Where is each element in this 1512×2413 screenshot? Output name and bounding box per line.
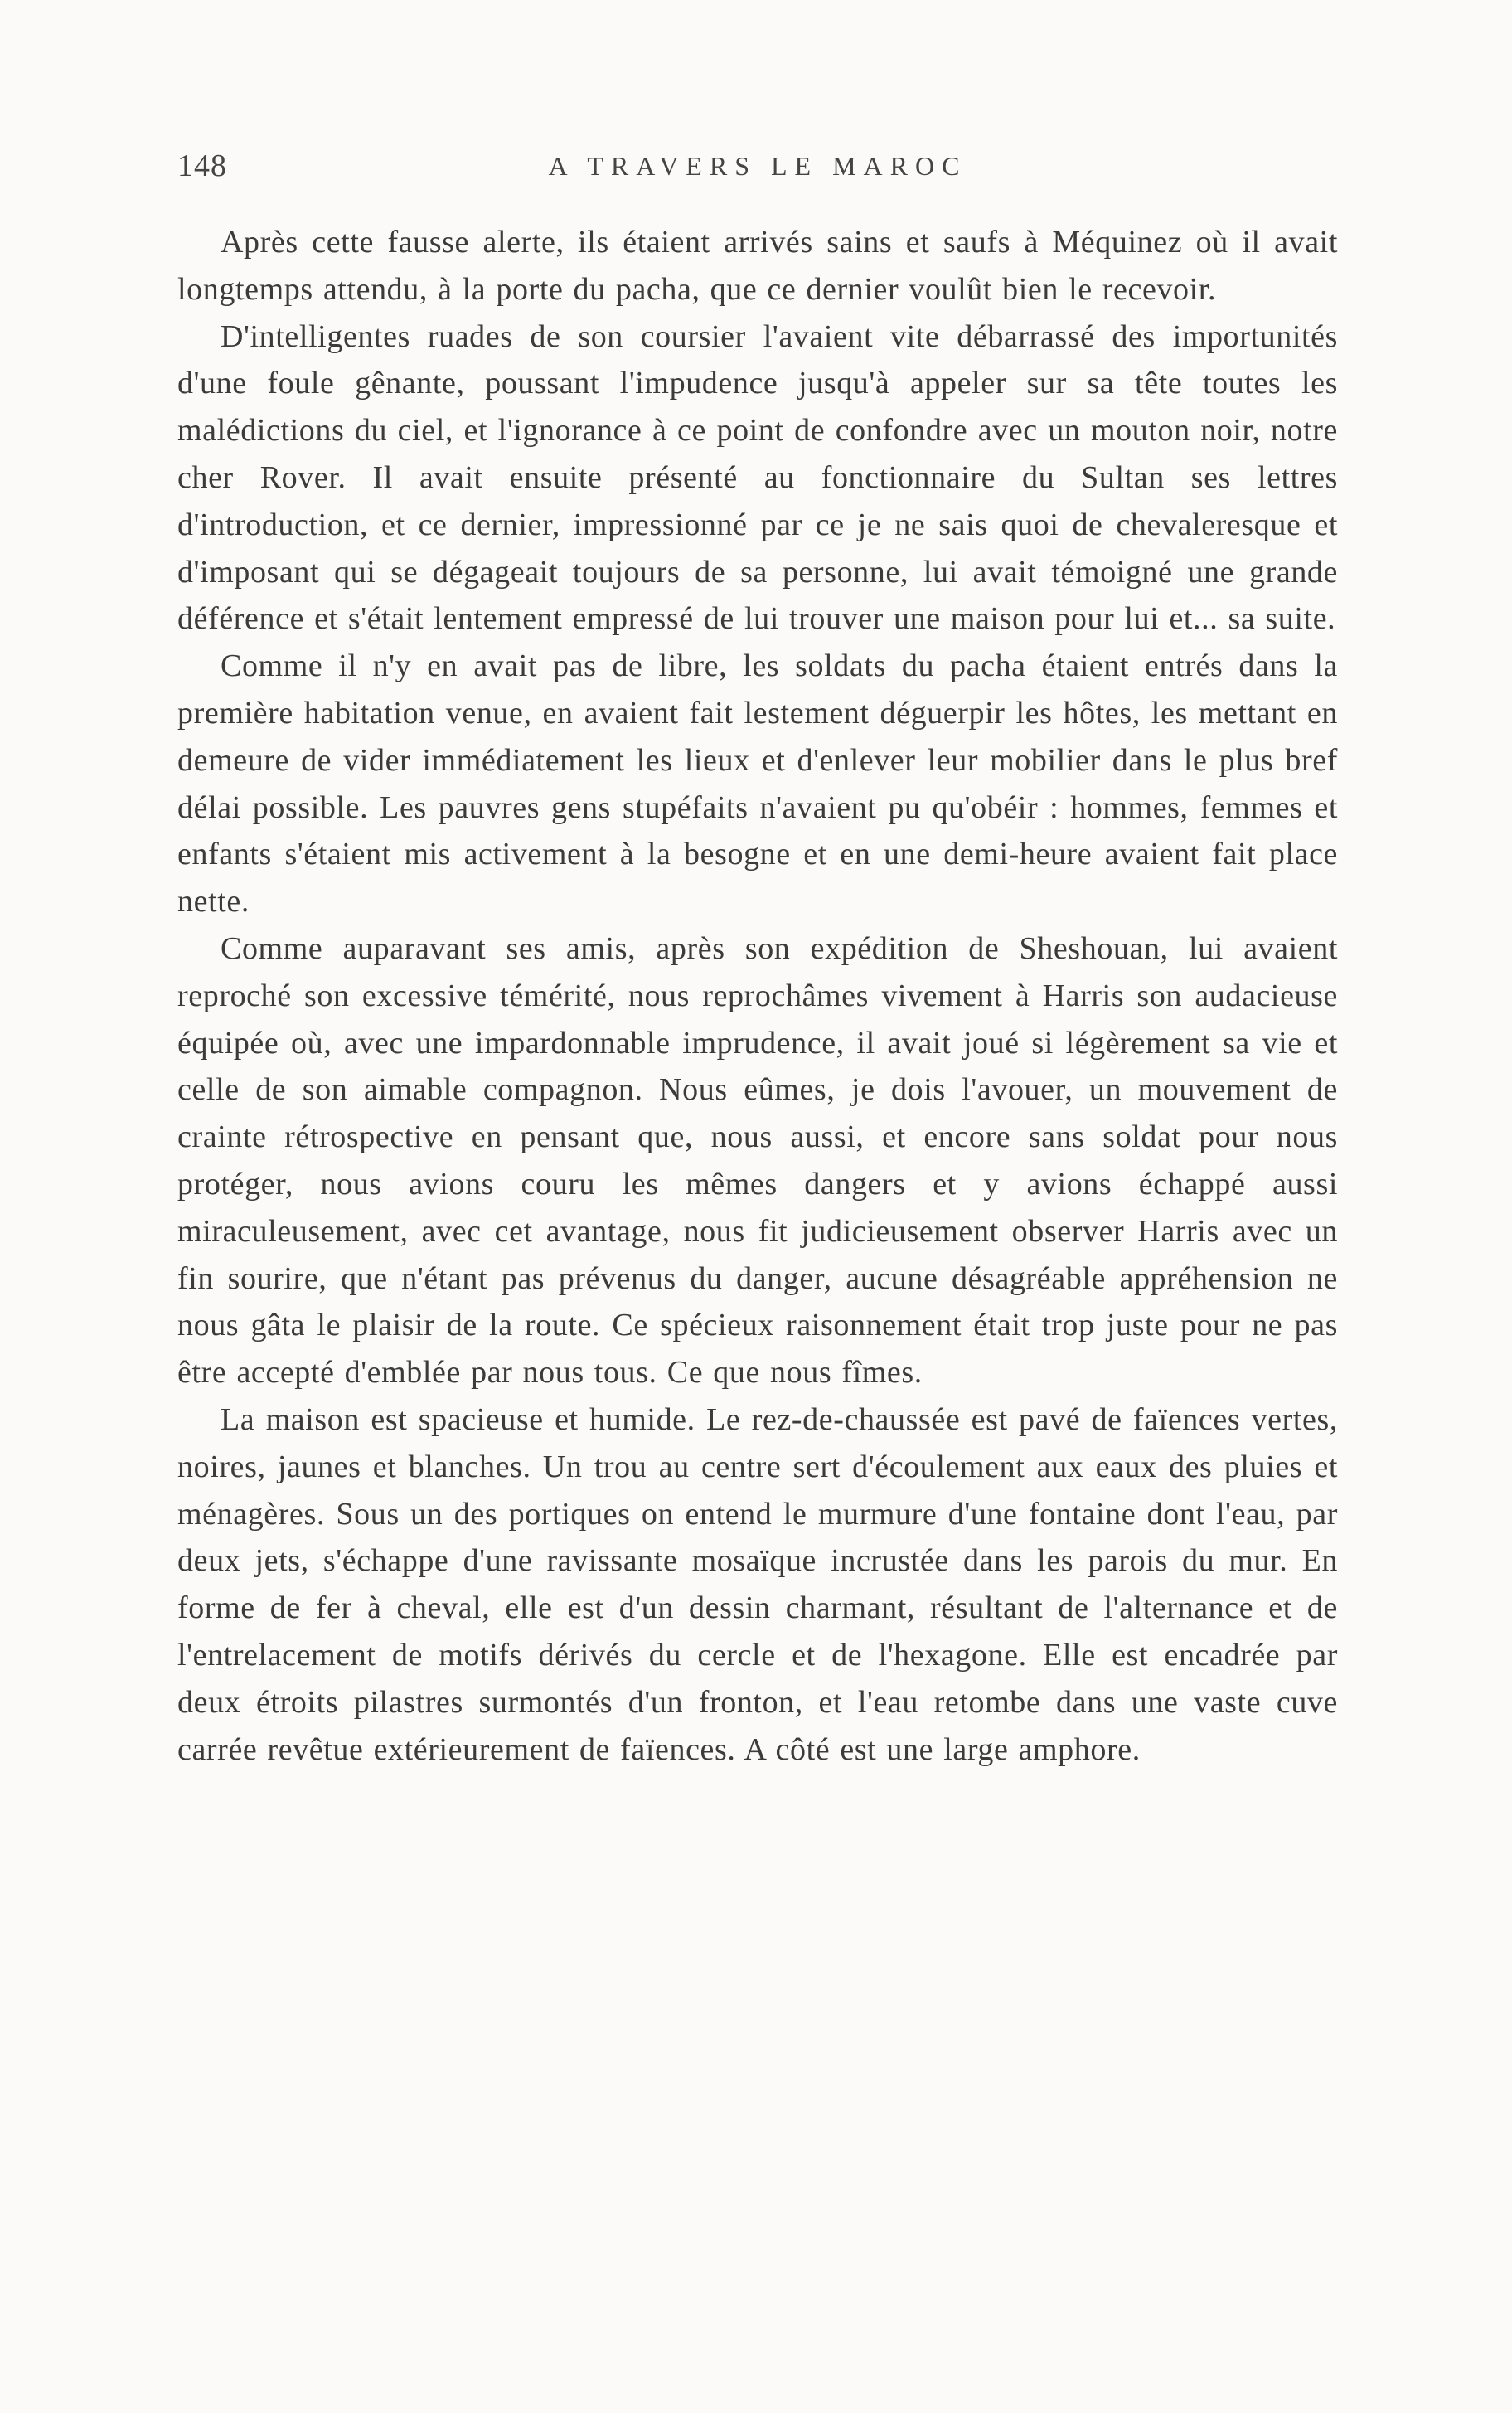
running-title: A TRAVERS LE MAROC [548, 151, 967, 181]
paragraph: Comme il n'y en avait pas de libre, les soldats du pacha étaient entrés dans la première habitation venue, en avaient fait lestement déguerpir les hôtes, les mettant en demeure de vider immédiatement les lieux et d'enlever leur mobilier dans le plus bref délai possible. Les pauvres gens stupéfaits n'avaient pu qu'obéir : hommes, femmes et enfants s'étaient mis activement à la besogne et en une demi-heure avaient fait place nette. [177, 648, 1338, 920]
body-text [177, 219, 1338, 1773]
page-header [177, 148, 1338, 197]
page-number: 148 [177, 148, 227, 183]
paragraph: Après cette fausse alerte, ils étaient arrivés sains et saufs à Méquinez où il avait longtemps attendu, à la porte du pacha, que ce dernier voulût bien le recevoir. [177, 225, 1338, 307]
paragraph: D'intelligentes ruades de son coursier l'avaient vite débarrassé des importunités d'une foule gênante, poussant l'impudence jusqu'à appeler sur sa tête toutes les malédictions du ciel, et l'ignorance à ce point de confondre avec un mouton noir, notre cher Rover. Il avait ensuite présenté au fonctionnaire du Sultan ses lettres d'introduction, et ce dernier, impressionné par ce je ne sais quoi de chevaleresque et d'imposant qui se dégageait toujours de sa personne, lui avait témoigné une grande déférence et s'était lentement empressé de lui trouver une maison pour lui et... sa suite. [177, 318, 1338, 637]
paragraph: La maison est spacieuse et humide. Le rez-de-chaussée est pavé de faïences vertes, noires, jaunes et blanches. Un trou au centre sert d'écoulement aux eaux des pluies et ménagères. Sous un des portiques on entend le murmure d'une fontaine dont l'eau, par deux jets, s'échappe d'une ravissante mosaïque incrustée dans les parois du mur. En forme de fer à cheval, elle est d'un dessin charmant, résultant de l'alternance et de l'entrelacement de motifs dérivés du cercle et de l'hexagone. Elle est encadrée par deux étroits pilastres surmontés d'un fronton, et l'eau retombe dans une vaste cuve carrée revêtue extérieurement de faïences. A côté est une large amphore. [177, 1401, 1338, 1767]
paragraph: Comme auparavant ses amis, après son expédition de Sheshouan, lui avaient reproché son excessive témérité, nous reprochâmes vivement à Harris son audacieuse équipée où, avec une impardonnable imprudence, il avait joué si légèrement sa vie et celle de son aimable compagnon. Nous eûmes, je dois l'avouer, un mouvement de crainte rétrospective en pensant que, nous aussi, et encore sans soldat pour nous protéger, nous avions couru les mêmes dangers et y avions échappé aussi miraculeusement, avec cet avantage, nous fit judicieusement observer Harris avec un fin sourire, que n'étant pas prévenus du danger, aucune désagréable appréhension ne nous gâta le plaisir de la route. Ce spécieux raisonnement était trop juste pour ne pas être accepté d'emblée par nous tous. Ce que nous fîmes. [177, 930, 1338, 1391]
